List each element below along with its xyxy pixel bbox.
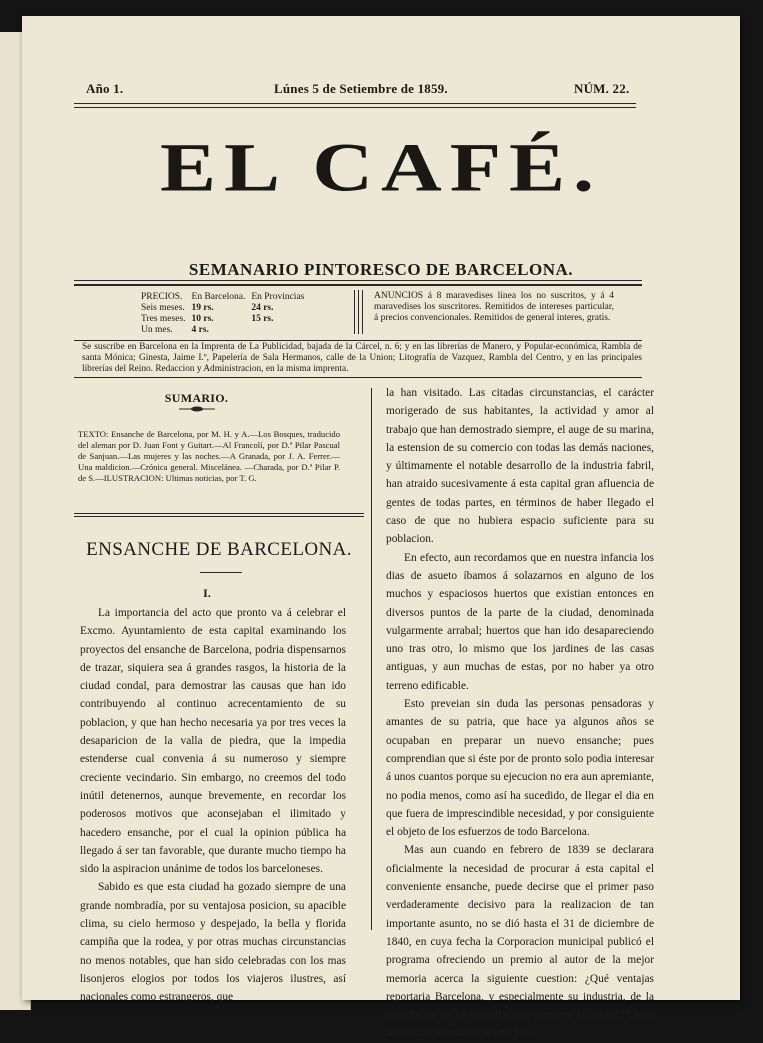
prices-row [138,325,307,336]
paragraph: Esto preveian sin duda las personas pensadoras y amantes de su patria, que hace ya algunos años se ocupaban en preparar un nuevo ensanche; pues comprendian que si éste por de pronto solo podia interesar á unos cuantos porque su ejecucion no era aun apremiante, no podia menos, como así ha sucedido, de llegar el dia en que fuera de imprescindible necesidad, y por consiguiente el objeto de los esfuerzos de todo Barcelona. [386,698,654,839]
paragraph: Sabido es que esta ciudad ha gozado siempre de una grande nombradía, por su ventajosa posicion, su apacible clima, su cielo hermoso y despejado, la bella y florida campiña que la rodea, y por otras muchas circunstancias no menos notables, que han sido celebradas con los mas lisonjeros elogios por todos los viajeros ilustres, así nacionales como estrangeros, que [80,881,346,1004]
prices-row-barcelona: 10 rs. [191,314,214,324]
paragraph: la han visitado. Las citadas circunstancias, el carácter morigerado de sus habitantes, la actividad y amor al trabajo que han demostrado siempre, el auge de su marina, la estension de su comercio con todas las demás naciones, y últimamente el notable desarrollo de la industria fabril, han atraido sucesivamente á esta capital gran afluencia de gentes de todas partes, en términos de haber llegado el caso de que no hubiera espacio suficiente para su poblacion. [386,387,654,546]
title-underline [200,572,242,573]
prices-row [138,303,307,314]
masthead-rule [74,280,642,281]
sumario-ornament [22,405,371,416]
masthead-subtitle: SEMANARIO PINTORESCO DE BARCELONA. [188,260,574,279]
prices-row-barcelona: 4 rs. [191,325,209,335]
prices-row-barcelona: 19 rs. [191,303,214,313]
prices-row-label: Seis meses. [141,303,185,313]
article-title: ENSANCHE DE BARCELONA. [86,539,352,560]
prices-row-provincias [248,325,307,336]
issue-number: NÚM. 22. [574,81,630,96]
year-label: Año 1. [86,81,124,96]
prices-heading: PRECIOS. [141,292,183,302]
sumario-rule [74,513,364,514]
prices-row [138,314,307,325]
masthead-rule-double [74,284,642,286]
sumario-rule-double [74,516,364,517]
prices-row-provincias: 15 rs. [251,314,274,324]
content-top-rule [74,377,642,378]
subscription-notice: Se suscribe en Barcelona en la Imprenta de La Publicidad, bajada de la Cárcel, n. 6; y en las librerías de Manero, y Popular-económica, Rambla de santa Mónica; Ginesta, Jaime I.º, Papelería de Sala Hermanos, calle de la Union; Litografía de Vazquez, Rambla del Centro, y en las principales librerías del Reino. Redaccion y Administracion, en la misma imprenta. [82,342,642,374]
prices-block [138,292,307,336]
prices-col-provincias: En Provincias [251,292,305,302]
article-section: I. [203,586,211,600]
prices-row-label: Un mes. [141,325,173,335]
block-divider [354,290,355,334]
sumario-text: TEXTO: Ensanche de Barcelona, por M. H. y A.—Los Bosques, traducido del aleman por D. Juan Font y Guitart.—Al Francolí, por D.ª Pilar Pascual de Sanjuan.—Las mujeres y las noches.—A Granada, por J. A. Ferrer.—Una maldicion.—Crónica general. Miscelánea. —Charada, por D.ª Pilar P. de S.—ILUSTRACION: Ultimas noticias, por T. G. [78,429,340,483]
block-divider [358,290,359,334]
masthead-title: EL CAFÉ. [159,129,603,207]
block-divider [362,290,363,334]
issue-date: Lúnes 5 de Setiembre de 1859. [274,81,448,96]
sumario-title: SUMARIO. [164,391,229,405]
newspaper-page [22,16,740,1040]
ornament-flourish-icon [177,405,217,413]
anuncios-text: ANUNCIOS á 8 maravedises línea los no suscritos, y á 4 maravedises los suscritores. Remitidos de intereses particular, á precios convencionales. Remitidos de general interes, gratis. [374,291,614,323]
prices-row-provincias: 24 rs. [251,303,274,313]
article-right-column [386,384,654,1043]
article-left-column [80,604,346,1007]
header-rule [74,103,636,104]
paragraph: Mas aun cuando en febrero de 1839 se declarara oficialmente la necesidad de procurar á esta capital el conveniente ensanche, puede decirse que el primer paso verdaderamente decisivo para la realizacion de tan importante asunto, no se dió hasta el 31 de diciembre de 1840, en cuya fecha la Corporacion municipal publicó el programa ofreciendo un premio al autor de la mejor memoria acerca la siguiente cuestion: ¿Qué ventajas reportaria Barcelona, y especialmente su industria, de la demolicion de las murallas que circuyen la ciudad? Llenó satisfactoriamente el objeto pro- [386,844,654,1040]
header-rule-double [74,107,636,108]
prices-col-barcelona: En Barcelona. [191,292,246,302]
prices-table [138,292,307,336]
paragraph: La importancia del acto que pronto va á celebrar el Excmo. Ayuntamiento de esta capital examinando los proyectos del ensanche de Barcelona, podria dispensarnos de trazar, siquiera sea á grandes rasgos, la historia de la ciudad condal, para demostrar las causas que han ido contribuyendo al continuo acrecentamiento de su poblacion, y que han hecho necesaria ya por tres veces la desaparicion de la valla de piedra, que la impedia estenderse cual convenia á su numeroso y siempre creciente vecindario. Sin embargo, no creemos del todo inútil detenernos, aunque brevemente, en recordar los poderosos motivos que aconsejaban el ilimitado y hacedero ensanche, por el cual la opinion pública ha llegado á ser tan favorable, que durante mucho tiempo ha sido la aspiracion unánime de todos los barceloneses. [80,607,346,876]
column-divider [371,388,372,930]
paragraph: En efecto, aun recordamos que en nuestra infancia los dias de asueto íbamos á solazarnos en alguno de los muchos y espaciosos huertos que existian entonces en diversos puntos de la parte de la ciudad, denominada vulgarmente arrabal; huertos que han ido desapareciendo uno tras otro, lo mismo que los jardines de las casas antiguas, y aun muchas de estas, por no haber ya otro terreno edificable. [386,551,654,692]
prices-row-label: Tres meses. [141,314,186,324]
info-rule [74,340,642,341]
